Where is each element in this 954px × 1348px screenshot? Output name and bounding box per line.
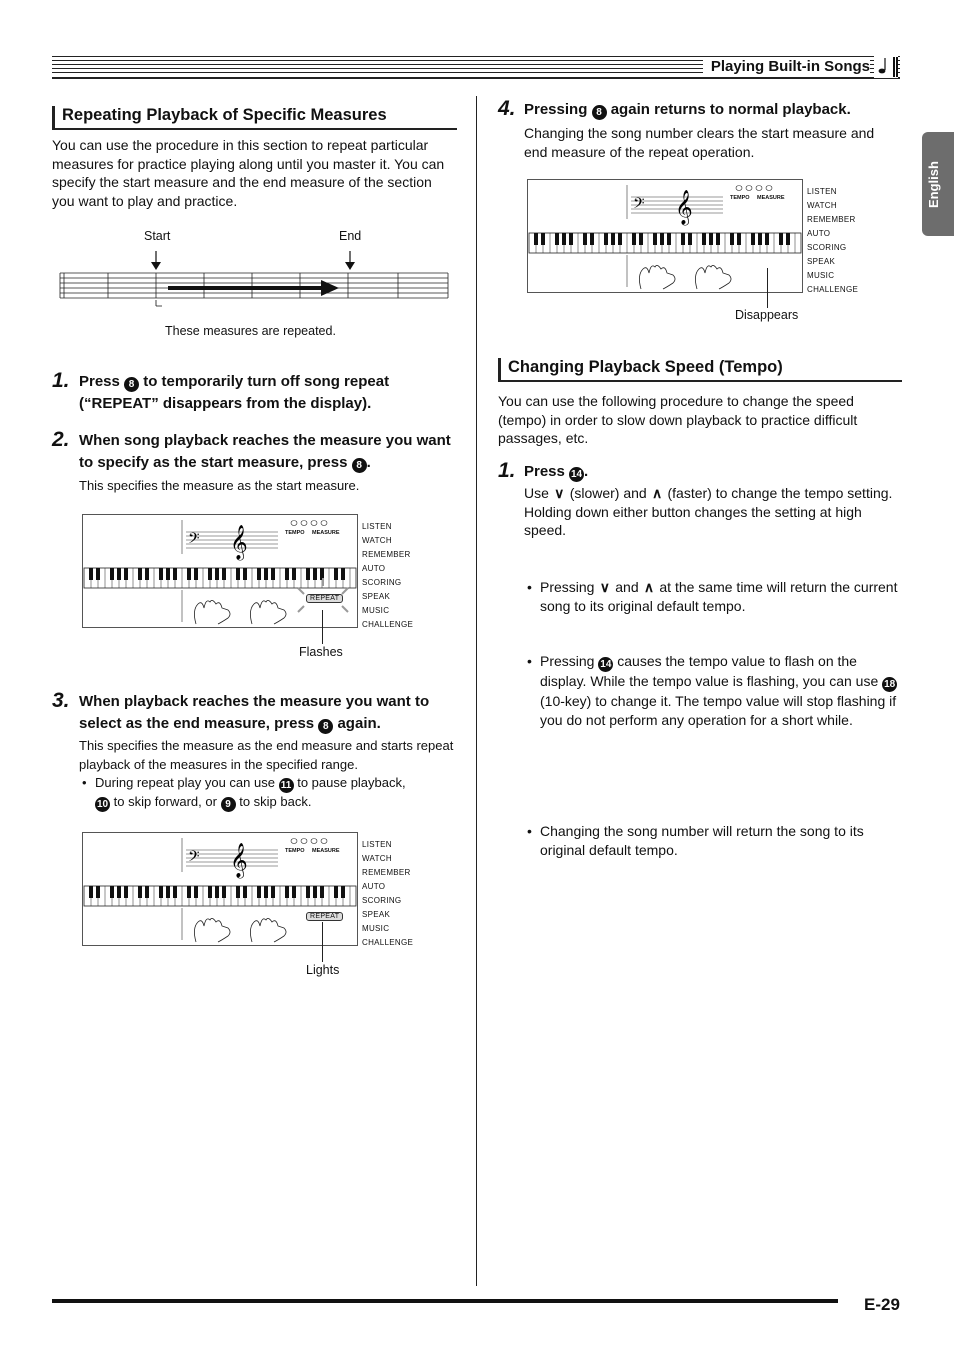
mode-scoring: SCORING xyxy=(807,243,847,252)
mode-music-challenge: MUSIC CHALLENGE xyxy=(362,924,414,947)
mode-music-challenge: MUSIC CHALLENGE xyxy=(362,606,414,629)
mode-list xyxy=(807,185,887,297)
mode-watch: WATCH xyxy=(807,201,837,210)
tempo-press: Press xyxy=(524,463,565,480)
step-3-end: again. xyxy=(337,715,381,732)
bullet-text-a: During repeat play you can use xyxy=(95,775,275,790)
tempo-step-1-number: 1. xyxy=(498,459,516,482)
mode-list xyxy=(362,838,442,950)
tempo-use-paragraph xyxy=(524,484,902,540)
step-2-end: . xyxy=(366,454,371,471)
bullet-text-c: to skip forward, or xyxy=(113,794,217,809)
tempo-step-1-text xyxy=(524,461,588,483)
step-3-text xyxy=(79,691,459,735)
step-4-text xyxy=(524,99,904,121)
b2-c: (10-key) to change it. The tempo value will stop flashing if you do not perform any operation for a short while. xyxy=(540,693,897,729)
mode-scoring: SCORING xyxy=(362,896,402,905)
end-label: End xyxy=(339,229,362,243)
callout-line xyxy=(322,922,323,962)
callout-line xyxy=(322,610,323,644)
svg-text:𝄢: 𝄢 xyxy=(188,848,200,869)
mode-auto: AUTO xyxy=(362,882,386,891)
measure-label: MEASURE xyxy=(312,848,340,854)
use-text: Use xyxy=(524,485,549,501)
intro-paragraph: You can use the procedure in this section to repeat particular measures for practice playing along until you master it. You can specify the start measure and the end measure of the section you want to play and practice. xyxy=(52,137,445,210)
mode-list xyxy=(362,520,442,632)
tempo-bullet-3: • Changing the song number will return the song to its original default tempo. xyxy=(524,822,902,859)
slower-text: (slower) and xyxy=(569,485,647,501)
column-divider xyxy=(476,96,477,1286)
button-10-icon: 10 xyxy=(96,799,109,810)
section-heading-tempo: Changing Playback Speed (Tempo) xyxy=(498,358,902,382)
chevron-down-icon: ∨ xyxy=(599,579,610,595)
music-note-icon xyxy=(874,56,898,78)
disappears-callout: Disappears xyxy=(735,308,799,322)
mode-auto: AUTO xyxy=(807,229,831,238)
button-14-icon: 14 xyxy=(570,469,583,480)
step-1-press: Press xyxy=(79,373,120,390)
tempo-label: TEMPO xyxy=(285,530,305,536)
svg-text:𝄞: 𝄞 xyxy=(230,525,248,560)
footer-rule xyxy=(52,1299,838,1303)
svg-text:𝄞: 𝄞 xyxy=(230,843,248,878)
step-2-note: This specifies the measure as the start measure. xyxy=(79,478,360,493)
mode-remember: REMEMBER xyxy=(807,215,856,224)
side-tab-label: English xyxy=(926,161,941,208)
button-8-icon: 8 xyxy=(318,719,333,734)
bullet-text-b: to pause playback, xyxy=(297,775,406,790)
step-3-desc: When playback reaches the measure you want to select as the end measure, press xyxy=(79,693,430,732)
b1-b: and xyxy=(615,579,639,595)
tempo-bullet-2 xyxy=(524,652,902,729)
start-label: Start xyxy=(144,229,171,243)
button-14-icon: 14 xyxy=(600,659,612,671)
display-diagram-disappears xyxy=(527,179,887,295)
button-9-icon: 9 xyxy=(221,797,236,812)
callout-line xyxy=(767,268,768,308)
svg-text:𝄢: 𝄢 xyxy=(633,195,645,216)
mode-music-challenge: MUSIC CHALLENGE xyxy=(807,271,859,294)
button-8-icon: 8 xyxy=(592,105,607,120)
header-title: Playing Built-in Songs xyxy=(703,58,870,75)
step-4-number: 4. xyxy=(498,97,516,120)
step-1-number: 1. xyxy=(52,369,70,392)
lights-callout: Lights xyxy=(306,963,340,977)
tempo-intro: You can use the following procedure to change the speed (tempo) in order to slow down playback to practice difficult passages, etc. xyxy=(498,393,858,447)
repeat-indicator-lit: REPEAT xyxy=(306,912,343,921)
flashes-callout: Flashes xyxy=(299,645,343,659)
step-2-text xyxy=(79,430,459,474)
mode-listen: LISTEN xyxy=(362,522,392,531)
step-4-note: Changing the song number clears the start measure and end measure of the repeat operation. xyxy=(524,125,875,160)
step-3-number: 3. xyxy=(52,689,70,712)
section-heading-repeat: Repeating Playback of Specific Measures xyxy=(52,106,457,130)
chevron-up-icon: ∧ xyxy=(643,579,655,595)
mode-listen: LISTEN xyxy=(807,187,837,196)
tempo-label: TEMPO xyxy=(730,195,750,201)
step-4-pressing: Pressing xyxy=(524,101,588,118)
b1-a: Pressing xyxy=(540,579,595,595)
chevron-up-icon: ∧ xyxy=(651,485,663,501)
flash-rays-icon xyxy=(294,578,352,618)
mode-speak: SPEAK xyxy=(362,910,391,919)
display-diagram-lights xyxy=(82,832,442,948)
chevron-down-icon: ∨ xyxy=(554,485,565,501)
measure-label: MEASURE xyxy=(757,195,785,201)
mode-listen: LISTEN xyxy=(362,840,392,849)
mode-remember: REMEMBER xyxy=(362,550,411,559)
mode-watch: WATCH xyxy=(362,854,392,863)
button-11-icon: 11 xyxy=(279,778,294,793)
step-3-note: This specifies the measure as the end measure and starts repeat playback of the measures in the specified range. xyxy=(79,738,454,772)
step-4-desc: again returns to normal playback. xyxy=(610,101,851,118)
b2-b: causes the tempo value to flash on the display. While the tempo value is flashing, you can use xyxy=(540,653,879,690)
tempo-label: TEMPO xyxy=(285,848,305,854)
button-8-icon: 8 xyxy=(124,377,139,392)
step-1-desc: to temporarily turn off song repeat (“REPEAT” disappears from the display). xyxy=(79,373,390,412)
display-diagram-flashes xyxy=(82,514,442,630)
faster-text: (faster) to change the tempo setting. Holding down either button changes the setting at high speed. xyxy=(524,485,893,539)
b1-c: at the same time will return the current song to its original default tempo. xyxy=(540,579,898,614)
mode-watch: WATCH xyxy=(362,536,392,545)
measures-staff-diagram xyxy=(58,248,450,308)
step-3-bullet xyxy=(79,774,459,812)
mode-speak: SPEAK xyxy=(807,257,836,266)
measure-label: MEASURE xyxy=(312,530,340,536)
tempo-bullet-1 xyxy=(524,578,902,615)
mode-scoring: SCORING xyxy=(362,578,402,587)
repeat-caption: These measures are repeated. xyxy=(165,324,336,338)
mode-speak: SPEAK xyxy=(362,592,391,601)
button-8-icon: 8 xyxy=(352,458,367,473)
step-1-text xyxy=(79,371,459,415)
mode-remember: REMEMBER xyxy=(362,868,411,877)
button-18-icon: 18 xyxy=(884,679,896,691)
svg-text:𝄢: 𝄢 xyxy=(188,530,200,551)
mode-auto: AUTO xyxy=(362,564,386,573)
side-tab xyxy=(922,132,954,236)
b2-a: Pressing xyxy=(540,653,595,670)
step-2-number: 2. xyxy=(52,428,70,451)
svg-text:𝄞: 𝄞 xyxy=(675,190,693,225)
tempo-step-end: . xyxy=(584,463,589,480)
repeat-indicator-flashing: REPEAT xyxy=(306,594,343,603)
page-number: E-29 xyxy=(864,1295,900,1314)
bullet-text-d: to skip back. xyxy=(239,794,312,809)
step-2-desc: When song playback reaches the measure you want to specify as the start measure, press xyxy=(79,432,451,471)
